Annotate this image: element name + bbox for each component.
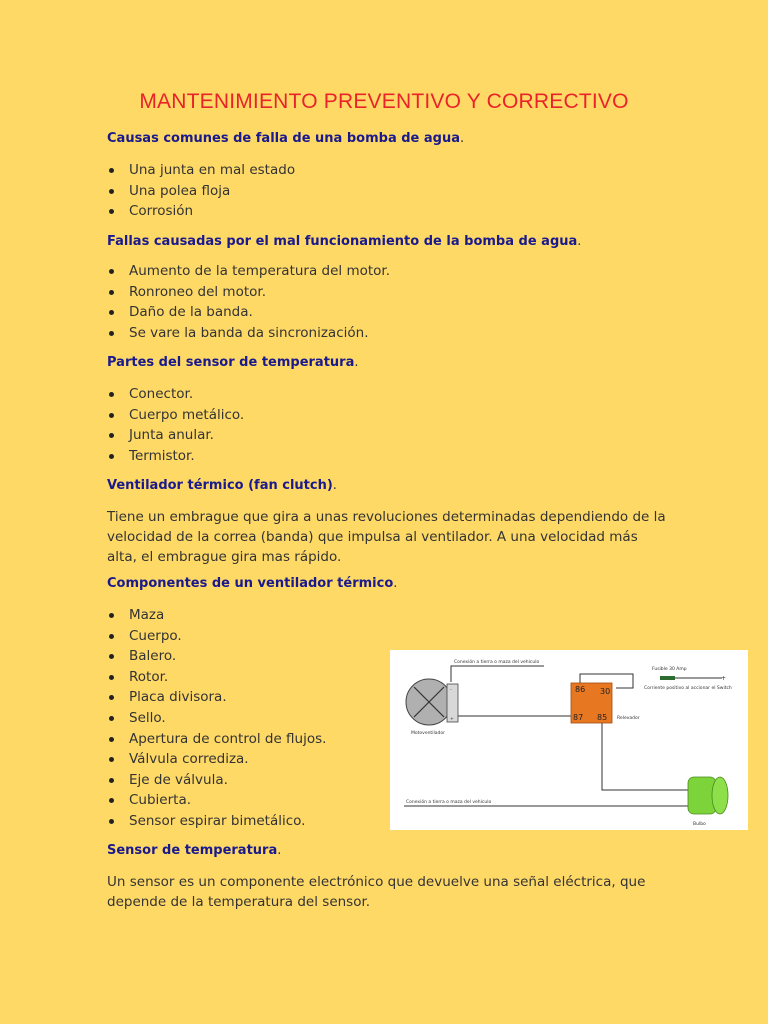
- list-item: Aumento de la temperatura del motor.: [107, 261, 390, 282]
- top-ground-label: Conexión a tierra o maza del vehículo: [454, 660, 540, 665]
- list-item: Junta anular.: [107, 425, 244, 446]
- list-item: Rotor.: [107, 667, 326, 688]
- wire-relay-bulb: [602, 723, 688, 790]
- motor-minus-label: -: [450, 688, 452, 693]
- list-item: Sello.: [107, 708, 326, 729]
- paragraph-sensor: Un sensor es un componente electrónico que devuelve una señal eléctrica, que depende de la temperatura del sensor.: [107, 874, 646, 910]
- bulb-label: Bulbo: [693, 822, 706, 827]
- list-item: Placa divisora.: [107, 687, 326, 708]
- list-item: Cubierta.: [107, 790, 326, 811]
- list-item: Eje de válvula.: [107, 770, 326, 791]
- list-fallas: [107, 261, 390, 343]
- section-heading-sensor: Sensor de temperatura.: [107, 843, 282, 858]
- section-heading-ventilador: Ventilador térmico (fan clutch).: [107, 478, 337, 493]
- list-item: Cuerpo metálico.: [107, 405, 244, 426]
- list-item: Corrosión: [107, 201, 295, 222]
- bottom-ground-label: Conexión a tierra o maza del vehículo: [406, 800, 492, 805]
- relay-label: Relevador: [617, 716, 640, 721]
- list-item: Se vare la banda da sincronización.: [107, 323, 390, 344]
- pin-86: 86: [575, 685, 586, 694]
- list-item: Una junta en mal estado: [107, 160, 295, 181]
- current-label: Corriente positivo al accionar el Switch: [644, 686, 732, 691]
- list-item: Cuerpo.: [107, 626, 326, 647]
- list-item: Sensor espirar bimetálico.: [107, 811, 326, 832]
- list-partes: [107, 384, 244, 466]
- list-causas: [107, 160, 295, 222]
- list-item: Balero.: [107, 646, 326, 667]
- list-item: Conector.: [107, 384, 244, 405]
- motor-plus-label: +: [450, 717, 454, 722]
- list-item: Daño de la banda.: [107, 302, 390, 323]
- list-item: Válvula corrediza.: [107, 749, 326, 770]
- list-item: Maza: [107, 605, 326, 626]
- fuse-icon: [660, 676, 675, 680]
- page-title: MANTENIMIENTO PREVENTIVO Y CORRECTIVO: [139, 90, 629, 113]
- section-heading-partes: Partes del sensor de temperatura.: [107, 355, 359, 370]
- fuse-label: Fusible 30 Amp: [652, 667, 687, 672]
- list-componentes: [107, 605, 326, 832]
- section-heading-fallas: Fallas causadas por el mal funcionamiento de la bomba de agua.: [107, 234, 582, 249]
- list-item: Una polea floja: [107, 181, 295, 202]
- bulb-icon: [712, 777, 728, 814]
- section-heading-componentes: Componentes de un ventilador térmico.: [107, 576, 398, 591]
- list-item: Termistor.: [107, 446, 244, 467]
- wire-motor-ground: [451, 666, 544, 682]
- paragraph-ventilador: Tiene un embrague que gira a unas revoluciones determinadas dependiendo de la velocidad de la correa (banda) que impulsa al ventilador. A una velocidad más alta, el embrague gira mas rápido.: [107, 509, 666, 565]
- list-item: Ronroneo del motor.: [107, 282, 390, 303]
- section-heading-causas: Causas comunes de falla de una bomba de agua.: [107, 131, 465, 146]
- positive-terminal: +: [721, 675, 727, 682]
- pin-87: 87: [573, 713, 584, 722]
- list-item: Apertura de control de flujos.: [107, 729, 326, 750]
- wiring-svg: [390, 650, 748, 830]
- relay-wiring-diagram: [390, 650, 748, 830]
- pin-30: 30: [600, 687, 611, 696]
- pin-85: 85: [597, 713, 608, 722]
- motor-label: Motoventilador: [411, 731, 445, 736]
